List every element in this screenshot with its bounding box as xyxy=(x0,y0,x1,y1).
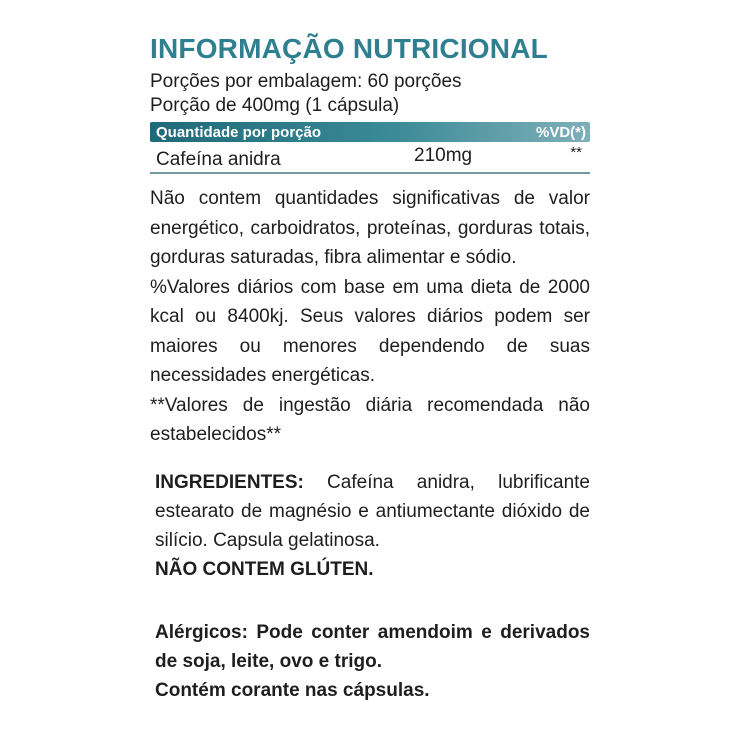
nutrient-quantity: 210mg xyxy=(414,145,473,166)
ingredients-text: Cafeína anidra, lubrificante estearato de magnésio e antiumectante dióxido de silício. Capsula gelatinosa. xyxy=(155,471,590,551)
header-quantity-per-portion: Quantidade por porção xyxy=(156,123,322,141)
ingredients-section xyxy=(150,468,590,555)
note-daily-values: %Valores diários com base em uma dieta de 2000 kcal ou 8400kj. Seus valores diários podem ser maiores ou menores dependendo de suas necessidades energéticas. xyxy=(150,276,590,386)
portion-size: Porção de 400mg (1 cápsula) xyxy=(150,95,400,116)
servings-per-package: Porções por embalagem: 60 porções xyxy=(150,71,462,92)
note-intake-not-established: **Valores de ingestão diária recomendada não estabelecidos** xyxy=(150,394,590,445)
gluten-warning: NÃO CONTEM GLÚTEN. xyxy=(155,558,374,580)
table-row xyxy=(150,142,590,174)
ingredients-paragraph xyxy=(155,468,590,555)
header-daily-value: %VD(*) xyxy=(535,123,586,141)
colorant-warning: Contém corante nas cápsulas. xyxy=(155,679,430,701)
nutrient-daily-value: ** xyxy=(570,144,582,161)
nutrition-notes xyxy=(150,184,590,450)
allergens-warning: Alérgicos: Pode conter amendoim e derivados de soja, leite, ovo e trigo. xyxy=(155,621,590,672)
nutrition-table-header xyxy=(150,122,590,142)
allergens-section xyxy=(150,618,590,705)
nutrient-name: Cafeína anidra xyxy=(156,149,281,170)
ingredients-label: INGREDIENTES: xyxy=(155,471,304,493)
serving-info xyxy=(150,70,590,118)
nutrition-label xyxy=(150,30,590,705)
label-title: INFORMAÇÃO NUTRICIONAL xyxy=(150,33,548,64)
note-not-significant: Não contem quantidades significativas de valor energético, carboidratos, proteínas, gorduras totais, gorduras saturadas, fibra alimentar e sódio. xyxy=(150,188,590,268)
